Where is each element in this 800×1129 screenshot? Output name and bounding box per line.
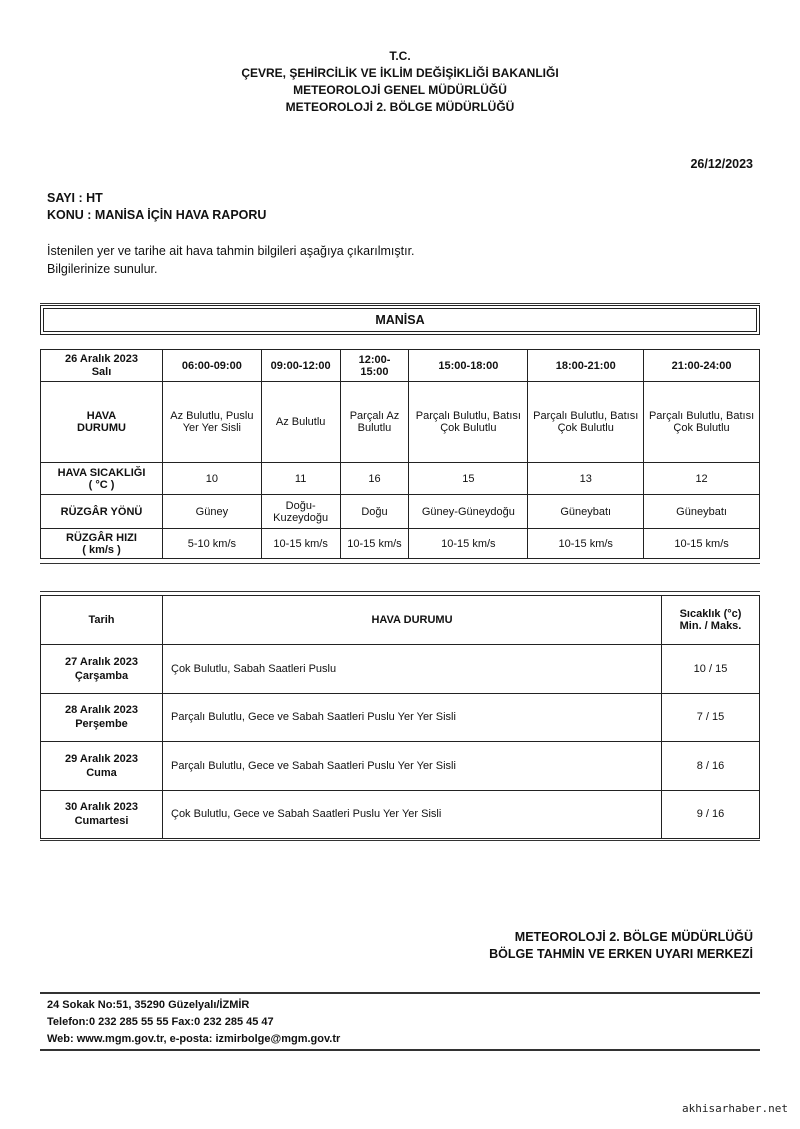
today-date-cell <box>41 350 163 382</box>
day-date-cell <box>41 645 163 694</box>
temperature-cell: 10 <box>163 463 262 495</box>
wind-direction-cell: Güneybatı <box>528 495 644 529</box>
col-header-hava: HAVA DURUMU <box>163 596 662 645</box>
wind-speed-cell: 5-10 km/s <box>163 529 262 559</box>
wind-speed-cell: 10-15 km/s <box>644 529 760 559</box>
day-weekday: Cumartesi <box>74 815 129 828</box>
temperature-cell: 13 <box>528 463 644 495</box>
day-temp-cell: 8 / 16 <box>662 742 760 791</box>
watermark: akhisarhaber.net <box>682 1102 788 1115</box>
table-row <box>41 645 760 694</box>
day-weather-cell: Parçalı Bulutlu, Gece ve Sabah Saatleri Puslu Yer Yer Sisli <box>163 742 662 791</box>
footer-organization <box>489 929 753 963</box>
divider-footer-top <box>40 992 760 994</box>
wind-direction-row <box>41 495 760 529</box>
wind-direction-cell: Doğu <box>340 495 409 529</box>
row-label-hava <box>41 382 163 463</box>
day-date-cell <box>41 693 163 742</box>
wind-direction-cell: Güney <box>163 495 262 529</box>
col-header-sicaklik-2: Min. / Maks. <box>679 620 742 632</box>
table-row <box>41 693 760 742</box>
row-label-yon: RÜZGÂR YÖNÜ <box>41 495 163 529</box>
footer-org-line-1: METEOROLOJİ 2. BÖLGE MÜDÜRLÜĞÜ <box>514 930 753 944</box>
row-label-sicaklik <box>41 463 163 495</box>
address-line: 24 Sokak No:51, 35290 Güzelyalı/İZMİR <box>47 999 250 1011</box>
weather-cell: Az Bulutlu, Puslu Yer Yer Sisli <box>163 382 262 463</box>
day-date-cell <box>41 790 163 839</box>
weather-cell: Parçalı Az Bulutlu <box>340 382 409 463</box>
wind-direction-cell: Güney-Güneydoğu <box>409 495 528 529</box>
day-weekday: Perşembe <box>75 718 128 731</box>
temperature-cell: 11 <box>261 463 340 495</box>
report-date: 26/12/2023 <box>690 157 753 171</box>
wind-speed-cell: 10-15 km/s <box>409 529 528 559</box>
divider-mid-2 <box>40 591 760 592</box>
city-title: MANİSA <box>43 308 757 332</box>
document-meta <box>47 190 266 224</box>
wind-speed-row <box>41 529 760 559</box>
day-weather-cell: Çok Bulutlu, Sabah Saatleri Puslu <box>163 645 662 694</box>
divider-footer-bottom <box>40 1049 760 1051</box>
day-weekday: Çarşamba <box>74 669 129 682</box>
day-temp-cell: 10 / 15 <box>662 645 760 694</box>
weather-cell: Az Bulutlu <box>261 382 340 463</box>
letterhead-ministry: ÇEVRE, ŞEHİRCİLİK VE İKLİM DEĞİŞİKLİĞİ BAKANLIĞI <box>241 66 559 80</box>
divider-top <box>40 303 760 304</box>
contact-info <box>47 997 340 1048</box>
intro-text <box>47 242 415 278</box>
day-date: 30 Aralık 2023 <box>65 801 138 814</box>
today-date: 26 Aralık 2023 <box>65 352 138 365</box>
sayi-line: SAYI : HT <box>47 191 103 205</box>
daily-forecast-table <box>40 595 760 839</box>
weather-cell: Parçalı Bulutlu, Batısı Çok Bulutlu <box>528 382 644 463</box>
row-label-hiz-2: ( km/s ) <box>82 543 121 556</box>
col-header-sicaklik-1: Sıcaklık (°c) <box>679 608 742 620</box>
row-label-hiz-1: RÜZGÂR HIZI <box>66 531 137 544</box>
day-weekday: Cuma <box>86 766 117 779</box>
time-slot-header: 12:00-15:00 <box>340 350 409 382</box>
daily-header-row <box>41 596 760 645</box>
row-label-hiz <box>41 529 163 559</box>
weather-cell: Parçalı Bulutlu, Batısı Çok Bulutlu <box>409 382 528 463</box>
weather-cell: Parçalı Bulutlu, Batısı Çok Bulutlu <box>644 382 760 463</box>
web-line: Web: www.mgm.gov.tr, e-posta: izmirbolge@mgm.gov.tr <box>47 1033 341 1045</box>
table-row <box>41 742 760 791</box>
temperature-cell: 12 <box>644 463 760 495</box>
intro-line-2: Bilgilerinize sunulur. <box>47 262 158 276</box>
today-forecast-table <box>40 349 760 559</box>
wind-speed-cell: 10-15 km/s <box>528 529 644 559</box>
letterhead-regional: METEOROLOJİ 2. BÖLGE MÜDÜRLÜĞÜ <box>285 100 515 114</box>
row-label-hava-1: HAVA <box>86 410 117 422</box>
row-label-hava-2: DURUMU <box>77 422 126 434</box>
letterhead-directorate: METEOROLOJİ GENEL MÜDÜRLÜĞÜ <box>293 83 507 97</box>
wind-speed-cell: 10-15 km/s <box>261 529 340 559</box>
time-slot-header: 18:00-21:00 <box>528 350 644 382</box>
day-date: 29 Aralık 2023 <box>65 752 138 765</box>
day-weather-cell: Parçalı Bulutlu, Gece ve Sabah Saatleri Puslu Yer Yer Sisli <box>163 693 662 742</box>
day-temp-cell: 7 / 15 <box>662 693 760 742</box>
day-date: 28 Aralık 2023 <box>65 704 138 717</box>
divider-mid-1 <box>40 563 760 564</box>
temperature-cell: 16 <box>340 463 409 495</box>
today-weekday: Salı <box>91 365 112 378</box>
day-temp-cell: 9 / 16 <box>662 790 760 839</box>
row-label-sicaklik-1: HAVA SICAKLIĞI <box>57 466 146 479</box>
wind-speed-cell: 10-15 km/s <box>340 529 409 559</box>
time-slot-header: 06:00-09:00 <box>163 350 262 382</box>
day-date: 27 Aralık 2023 <box>65 655 138 668</box>
temperature-cell: 15 <box>409 463 528 495</box>
day-date-cell <box>41 742 163 791</box>
table-row <box>41 790 760 839</box>
time-slot-header: 15:00-18:00 <box>409 350 528 382</box>
phone-line: Telefon:0 232 285 55 55 Fax:0 232 285 45 47 <box>47 1016 274 1028</box>
wind-direction-cell: Doğu-Kuzeydoğu <box>261 495 340 529</box>
time-slot-header: 21:00-24:00 <box>644 350 760 382</box>
weather-condition-row <box>41 382 760 463</box>
time-slot-header: 09:00-12:00 <box>261 350 340 382</box>
row-label-sicaklik-2: ( °C ) <box>88 478 115 491</box>
day-weather-cell: Çok Bulutlu, Gece ve Sabah Saatleri Puslu Yer Yer Sisli <box>163 790 662 839</box>
letterhead-tc: T.C. <box>389 49 411 63</box>
wind-direction-cell: Güneybatı <box>644 495 760 529</box>
divider-bottom-table <box>40 840 760 841</box>
temperature-row <box>41 463 760 495</box>
footer-org-line-2: BÖLGE TAHMİN VE ERKEN UYARI MERKEZİ <box>489 947 753 961</box>
letterhead <box>0 48 800 116</box>
col-header-tarih: Tarih <box>41 596 163 645</box>
intro-line-1: İstenilen yer ve tarihe ait hava tahmin bilgileri aşağıya çıkarılmıştır. <box>47 244 415 258</box>
city-title-box <box>40 305 760 335</box>
today-header-row <box>41 350 760 382</box>
col-header-sicaklik <box>662 596 760 645</box>
konu-line: KONU : MANİSA İÇİN HAVA RAPORU <box>47 208 267 222</box>
